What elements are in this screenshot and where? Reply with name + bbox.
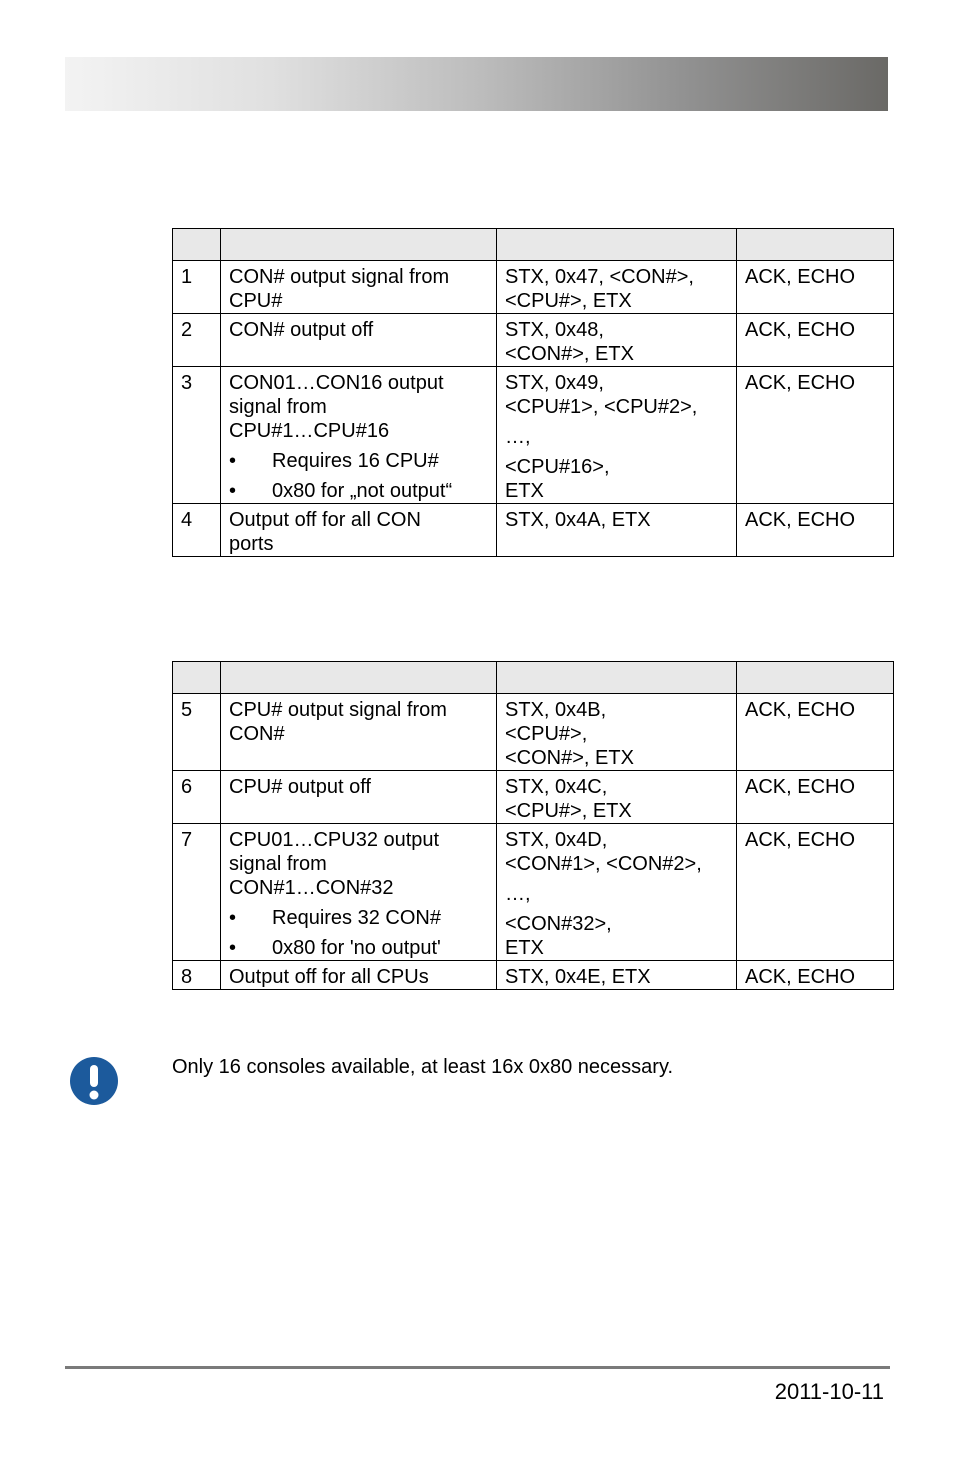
header-cell (497, 229, 737, 261)
command-sequence (497, 694, 737, 771)
command-description (221, 367, 497, 504)
command-sequence (497, 824, 737, 961)
command-sequence (497, 367, 737, 504)
table-row (173, 694, 894, 771)
row-number: 5 (173, 694, 221, 771)
header-cell (173, 229, 221, 261)
command-description (221, 504, 497, 557)
table-row (173, 824, 894, 961)
description-line: CPU01…CPU32 output (229, 829, 440, 851)
sequence-line: …, (505, 426, 531, 448)
description-line: CON#1…CON#32 (229, 877, 394, 899)
table-row (173, 367, 894, 504)
description-line: CPU#1…CPU#16 (229, 420, 390, 442)
row-number: 3 (173, 367, 221, 504)
sequence-line: STX, 0x4A, ETX (505, 509, 651, 531)
row-number: 1 (173, 261, 221, 314)
sequence-line: STX, 0x4E, ETX (505, 966, 651, 988)
command-table-con (172, 228, 894, 557)
header-cell (221, 229, 497, 261)
bullet-text: 0x80 for „not output“ (272, 480, 453, 502)
sequence-line: ETX (505, 937, 544, 959)
sequence-line: <CON#1>, <CON#2>, (505, 853, 702, 875)
bullet-text: Requires 32 CON# (272, 907, 441, 929)
command-description (221, 314, 497, 367)
command-description (221, 261, 497, 314)
table-row (173, 261, 894, 314)
sequence-line: STX, 0x47, <CON#>, (505, 266, 694, 288)
description-line: CON# (229, 723, 285, 745)
description-line: Output off for all CPUs (229, 966, 429, 988)
header-gradient-bar (65, 57, 888, 111)
sequence-line: <CON#>, ETX (505, 747, 634, 769)
table-row (173, 504, 894, 557)
description-line: signal from (229, 853, 327, 875)
command-description (221, 694, 497, 771)
sequence-line: STX, 0x48, (505, 319, 604, 341)
exclamation-icon (70, 1057, 118, 1105)
row-number: 7 (173, 824, 221, 961)
description-line: CON01…CON16 output (229, 372, 444, 394)
bullet-text: Requires 16 CPU# (272, 450, 439, 472)
bullet-text: 0x80 for 'no output' (272, 937, 441, 959)
sequence-line: STX, 0x49, (505, 372, 604, 394)
sequence-line: <CPU#>, ETX (505, 800, 632, 822)
description-line: signal from (229, 396, 327, 418)
response: ACK, ECHO (737, 504, 894, 557)
sequence-line: ETX (505, 480, 544, 502)
header-cell (221, 662, 497, 694)
header-cell (737, 229, 894, 261)
command-sequence (497, 504, 737, 557)
response: ACK, ECHO (737, 694, 894, 771)
row-number: 8 (173, 961, 221, 990)
bullet-item (229, 906, 489, 930)
command-description (221, 771, 497, 824)
command-sequence (497, 314, 737, 367)
bullet-item (229, 449, 489, 473)
response: ACK, ECHO (737, 261, 894, 314)
sequence-line: <CPU#>, ETX (505, 290, 632, 312)
bullet-dot: • (229, 450, 237, 472)
description-line: CON# output signal from (229, 266, 450, 288)
row-number: 4 (173, 504, 221, 557)
header-cell (737, 662, 894, 694)
response: ACK, ECHO (737, 771, 894, 824)
bullet-dot: • (229, 907, 237, 929)
sequence-line: <CPU#1>, <CPU#2>, (505, 396, 698, 418)
sequence-line: STX, 0x4D, (505, 829, 608, 851)
description-line: CPU# (229, 290, 283, 312)
footer-divider (65, 1366, 890, 1369)
header-cell (173, 662, 221, 694)
command-table-cpu (172, 661, 894, 990)
sequence-line: <CPU#16>, (505, 456, 610, 478)
command-sequence (497, 261, 737, 314)
description-line: CPU# output signal from (229, 699, 447, 721)
response: ACK, ECHO (737, 824, 894, 961)
table-row (173, 314, 894, 367)
footer-date: 2011-10-11 (774, 1379, 884, 1404)
bullet-item (229, 479, 489, 503)
bullet-dot: • (229, 937, 237, 959)
description-line: ports (229, 533, 274, 555)
sequence-line: <CON#32>, (505, 913, 612, 935)
description-line: CPU# output off (229, 776, 371, 798)
bullet-item (229, 936, 489, 960)
table-row (173, 771, 894, 824)
sequence-line: …, (505, 883, 531, 905)
bullet-dot: • (229, 480, 237, 502)
table-header-row (173, 229, 894, 261)
row-number: 6 (173, 771, 221, 824)
note-text: Only 16 consoles available, at least 16x 0x80 necessary. (172, 1056, 674, 1078)
command-sequence (497, 961, 737, 990)
description-line: CON# output off (229, 319, 374, 341)
table-row (173, 961, 894, 990)
response: ACK, ECHO (737, 961, 894, 990)
header-cell (497, 662, 737, 694)
description-line: Output off for all CON (229, 509, 421, 531)
command-description (221, 824, 497, 961)
row-number: 2 (173, 314, 221, 367)
sequence-line: <CPU#>, (505, 723, 588, 745)
command-description (221, 961, 497, 990)
sequence-line: STX, 0x4B, (505, 699, 607, 721)
command-sequence (497, 771, 737, 824)
table-header-row (173, 662, 894, 694)
sequence-line: STX, 0x4C, (505, 776, 608, 798)
response: ACK, ECHO (737, 314, 894, 367)
sequence-line: <CON#>, ETX (505, 343, 634, 365)
response: ACK, ECHO (737, 367, 894, 504)
